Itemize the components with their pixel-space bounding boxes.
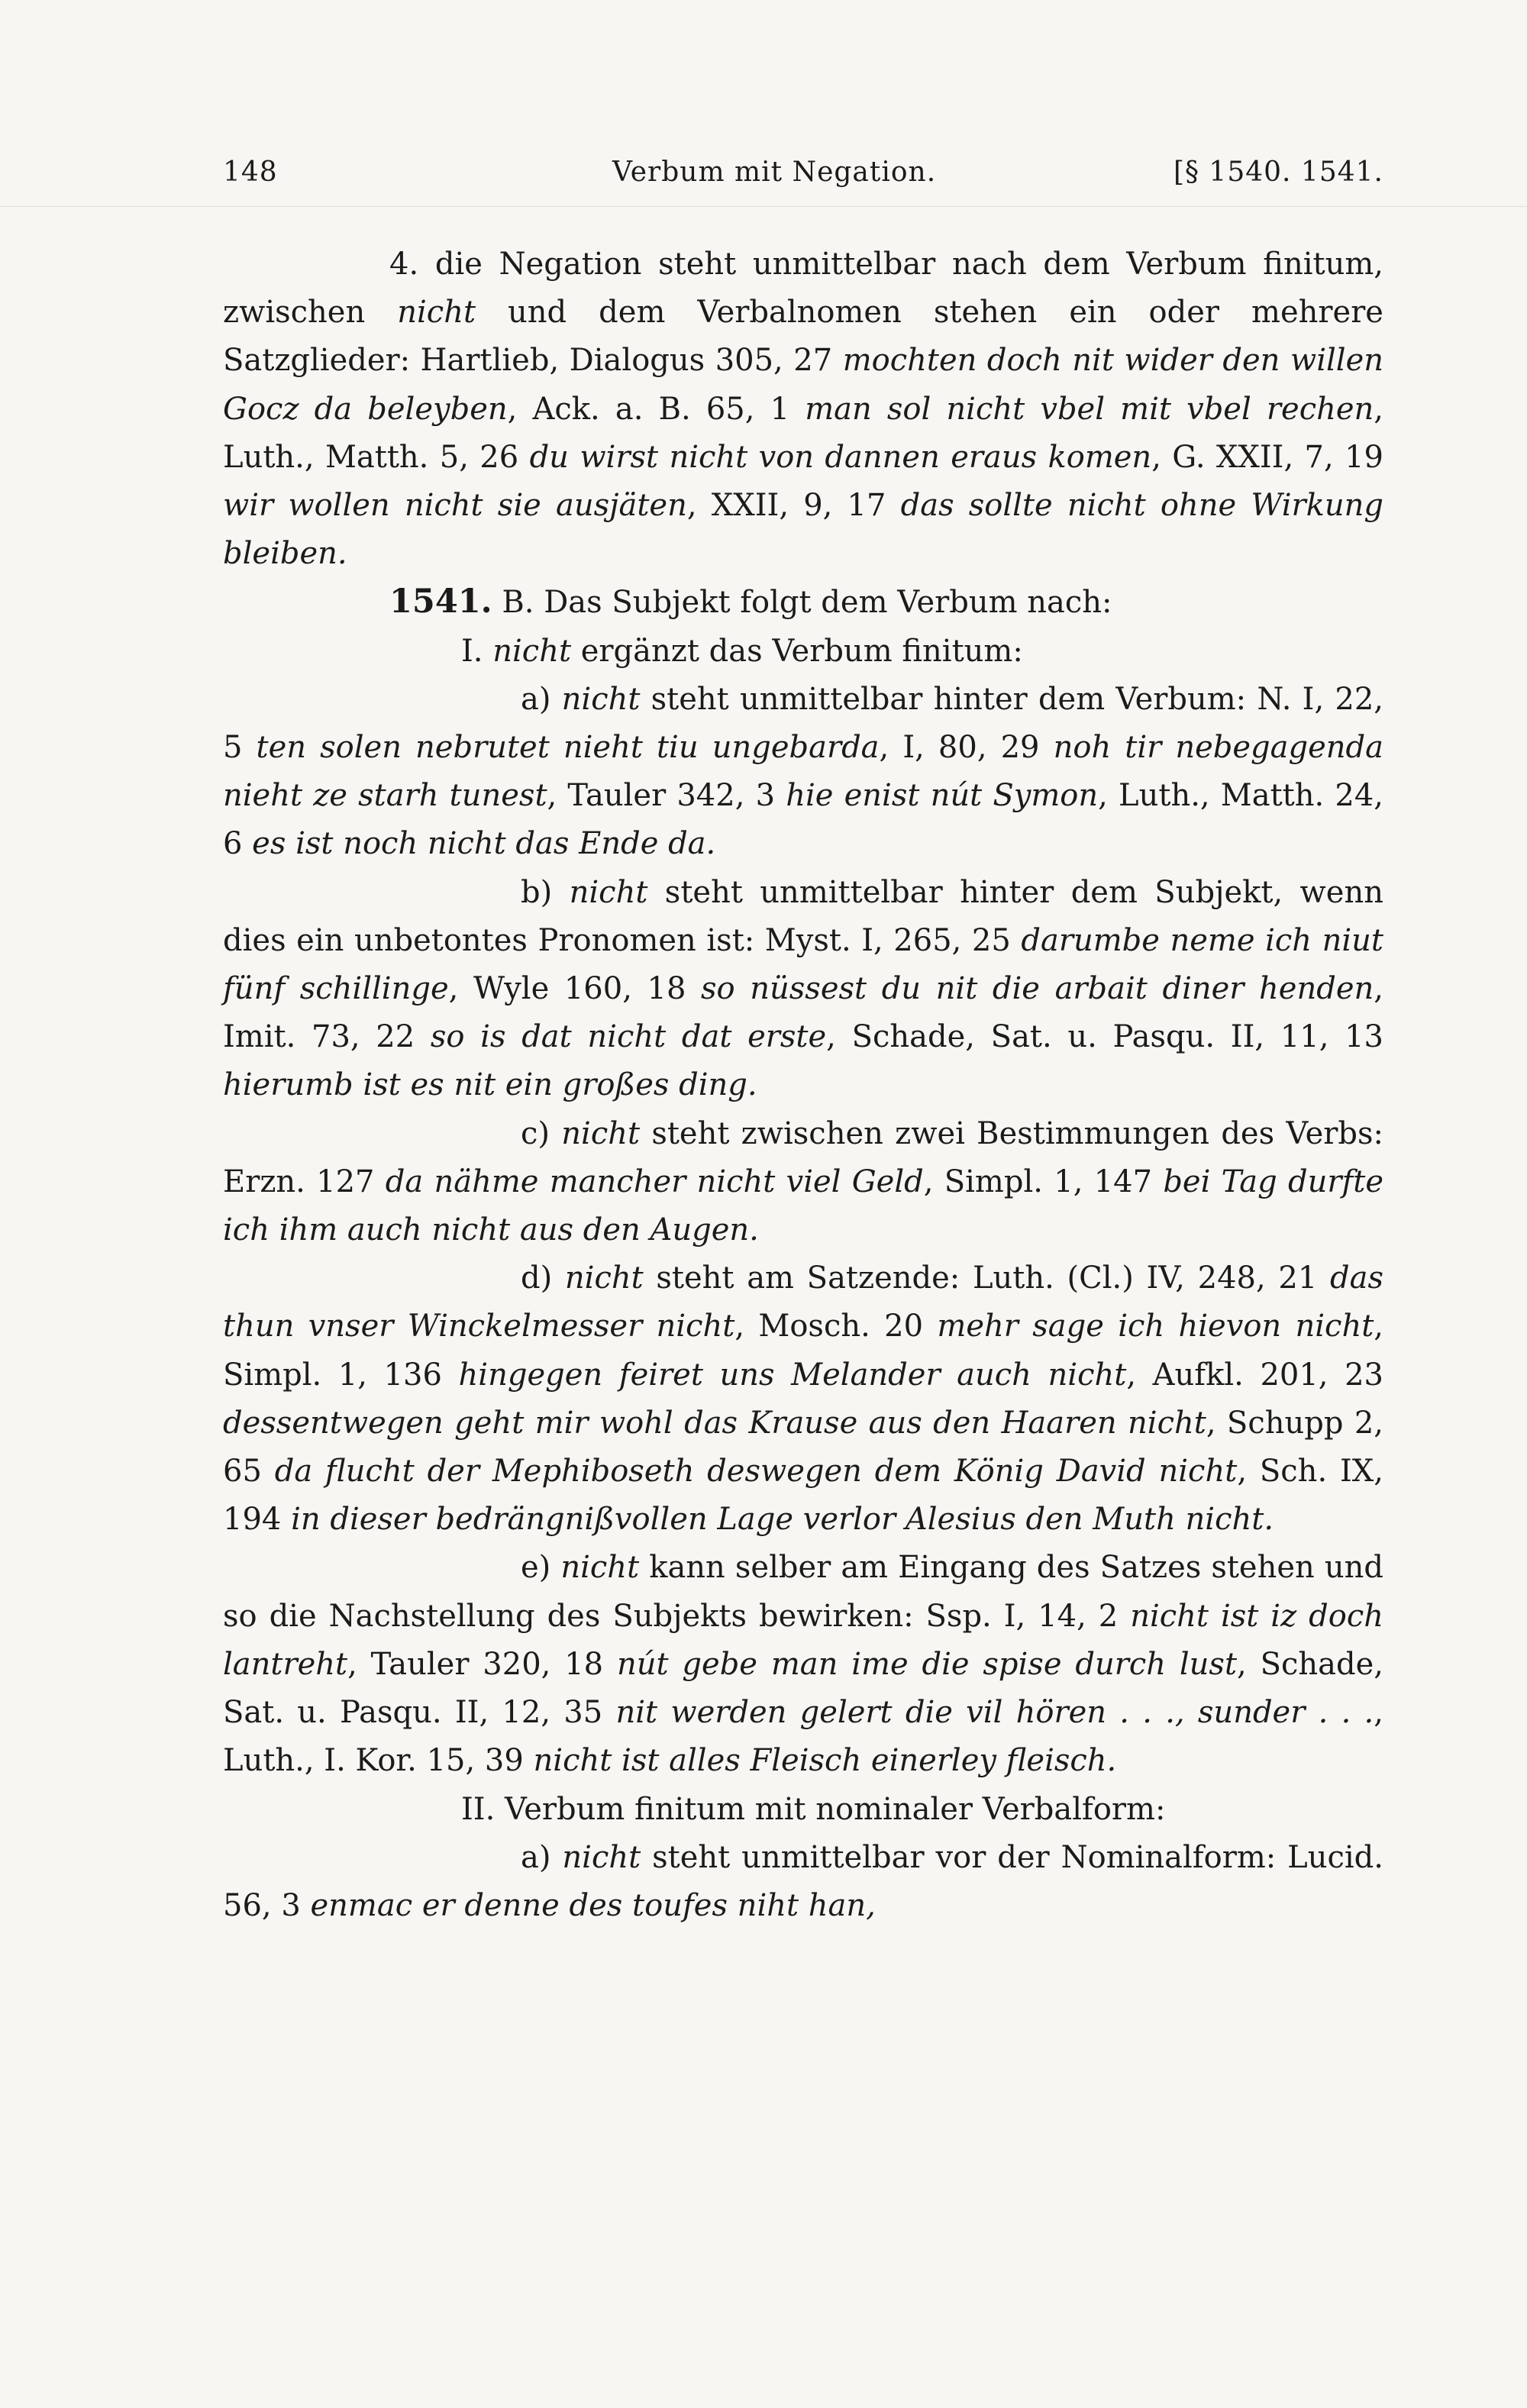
paragraph: e) nicht kann selber am Eingang des Satzes stehen und so die Nachstellung des Subjekts bewirken: Ssp. I, 14, 2 nicht ist iz doch lantreht, Tauler 320, 18 nút gebe man ime die spise durch lust, Schade, Sat. u. Pasqu. II, 12, 35 nit werden gelert die vil hören . . ., sunder . . ., Luth., I. Kor. 15, 39 nicht ist alles Fleisch einerley fleisch. <box>223 1550 1384 1779</box>
running-title: Verbum mit Negation. <box>612 157 937 188</box>
paragraph: 4. die Negation steht unmittelbar nach dem Verbum finitum, zwischen nicht und dem Verbalnomen stehen ein oder mehrere Satzglieder: Hartlieb, Dialogus 305, 27 mochten doch nit wider den willen Gocz da beleyben, Ack. a. B. 65, 1 man sol nicht vbel mit vbel rechen, Luth., Matth. 5, 26 du wirst nicht von dannen eraus komen, G. XXII, 7, 19 wir wollen nicht sie ausjäten, XXII, 9, 17 das sollte nicht ohne Wirkung bleiben. <box>223 247 1384 572</box>
body-text <box>223 240 1383 1930</box>
paragraph: II. Verbum finitum mit nominaler Verbalform: <box>461 1791 1166 1827</box>
paragraph: 1541. B. Das Subjekt folgt dem Verbum nach: <box>389 583 1112 621</box>
paragraph: a) nicht steht unmittelbar vor der Nominalform: Lucid. 56, 3 enmac er denne des toufes niht han, <box>223 1839 1383 1923</box>
header-divider <box>0 206 1527 207</box>
paragraph: a) nicht steht unmittelbar hinter dem Verbum: N. I, 22, 5 ten solen nebrutet nieht tiu ungebarda, I, 80, 29 noh tir nebegagenda nieht ze starh tunest, Tauler 342, 3 hie enist nút Symon, Luth., Matth. 24, 6 es ist noch nicht das Ende da. <box>223 681 1384 862</box>
paragraph: c) nicht steht zwischen zwei Bestimmungen des Verbs: Erzn. 127 da nähme mancher nicht viel Geld, Simpl. 1, 147 bei Tag durfte ich ihm auch nicht aus den Augen. <box>223 1115 1383 1248</box>
paragraph: I. nicht ergänzt das Verbum finitum: <box>461 633 1023 669</box>
section-reference: [§ 1540. 1541. <box>1173 157 1383 188</box>
running-head <box>223 157 1383 202</box>
paragraph: b) nicht steht unmittelbar hinter dem Subjekt, wenn dies ein unbetontes Pronomen ist: Myst. I, 265, 25 darumbe neme ich niut fünf schillinge, Wyle 160, 18 so nüssest du nit die arbait diner henden, Imit. 73, 22 so is dat nicht dat erste, Schade, Sat. u. Pasqu. II, 11, 13 hierumb ist es nit ein großes ding. <box>223 874 1384 1103</box>
page-number: 148 <box>223 157 278 188</box>
paragraph: d) nicht steht am Satzende: Luth. (Cl.) IV, 248, 21 das thun vnser Winckelmesser nicht, Mosch. 20 mehr sage ich hievon nicht, Simpl. 1, 136 hingegen feiret uns Melander auch nicht, Aufkl. 201, 23 dessentwegen geht mir wohl das Krause aus den Haaren nicht, Schupp 2, 65 da flucht der Mephiboseth deswegen dem König David nicht, Sch. IX, 194 in dieser bedrängnißvollen Lage verlor Alesius den Muth nicht. <box>223 1260 1384 1538</box>
